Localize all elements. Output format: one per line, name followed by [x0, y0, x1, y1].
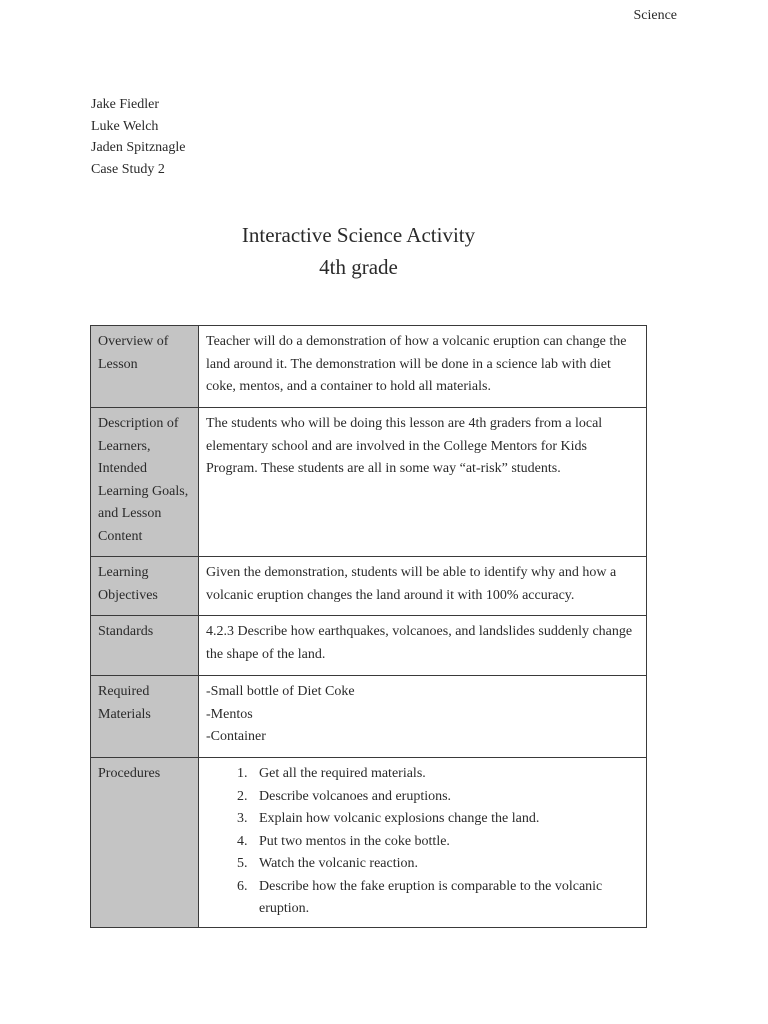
table-row-standards	[91, 616, 647, 676]
row-label: Learning Objectives	[91, 557, 199, 616]
material-item: -Small bottle of Diet Coke	[206, 684, 355, 699]
row-label: Description of Learners, Intended Learning Goals, and Lesson Content	[91, 408, 199, 557]
procedure-step: 1. Get all the required materials.	[251, 763, 639, 786]
running-header: Science	[633, 8, 677, 23]
material-item: -Container	[206, 729, 266, 744]
procedure-step: 3. Explain how volcanic explosions change the land.	[251, 808, 639, 831]
procedure-step: 5. Watch the volcanic reaction.	[251, 853, 639, 876]
table-row-procedures	[91, 758, 647, 928]
author-name: Jaden Spitznagle	[91, 140, 186, 155]
author-name: Luke Welch	[91, 118, 159, 134]
procedure-step: 6. Describe how the fake eruption is comparable to the volcanic eruption.	[251, 876, 639, 921]
subtitle-line: 4th grade	[319, 255, 398, 279]
row-content: Given the demonstration, students will be able to identify why and how a volcanic eruption changes the land around it with 100% accuracy.	[199, 557, 647, 616]
materials-list	[199, 676, 647, 758]
procedure-step: 2. Describe volcanoes and eruptions.	[251, 786, 639, 809]
table-row-objectives	[91, 557, 647, 616]
procedure-step: 4. Put two mentos in the coke bottle.	[251, 831, 639, 854]
row-content: 4.2.3 Describe how earthquakes, volcanoes, and landslides suddenly change the shape of the land.	[199, 616, 647, 676]
row-content: Teacher will do a demonstration of how a volcanic eruption can change the land around it. The demonstration will be done in a science lab with diet coke, mentos, and a container to hold all materials.	[199, 326, 647, 408]
table-row-description	[91, 408, 647, 557]
procedures-cell	[199, 758, 647, 928]
row-content: The students who will be doing this lesson are 4th graders from a local elementary school and are involved in the College Mentors for Kids Program. These students are all in some way “at-risk” students.	[199, 408, 647, 557]
row-label: Required Materials	[91, 676, 199, 758]
table-row-overview	[91, 326, 647, 408]
document-title	[91, 219, 626, 283]
author-name: Jake Fiedler	[91, 97, 160, 112]
row-label: Overview of Lesson	[91, 326, 199, 408]
material-item: -Mentos	[206, 706, 253, 722]
table-row-materials	[91, 676, 647, 758]
row-label: Standards	[91, 616, 199, 676]
procedure-steps-list	[206, 763, 639, 921]
author-block	[91, 94, 185, 180]
lesson-plan-table	[90, 325, 647, 928]
case-study-label: Case Study 2	[91, 161, 165, 177]
row-label: Procedures	[91, 758, 199, 928]
title-line: Interactive Science Activity	[241, 223, 476, 247]
